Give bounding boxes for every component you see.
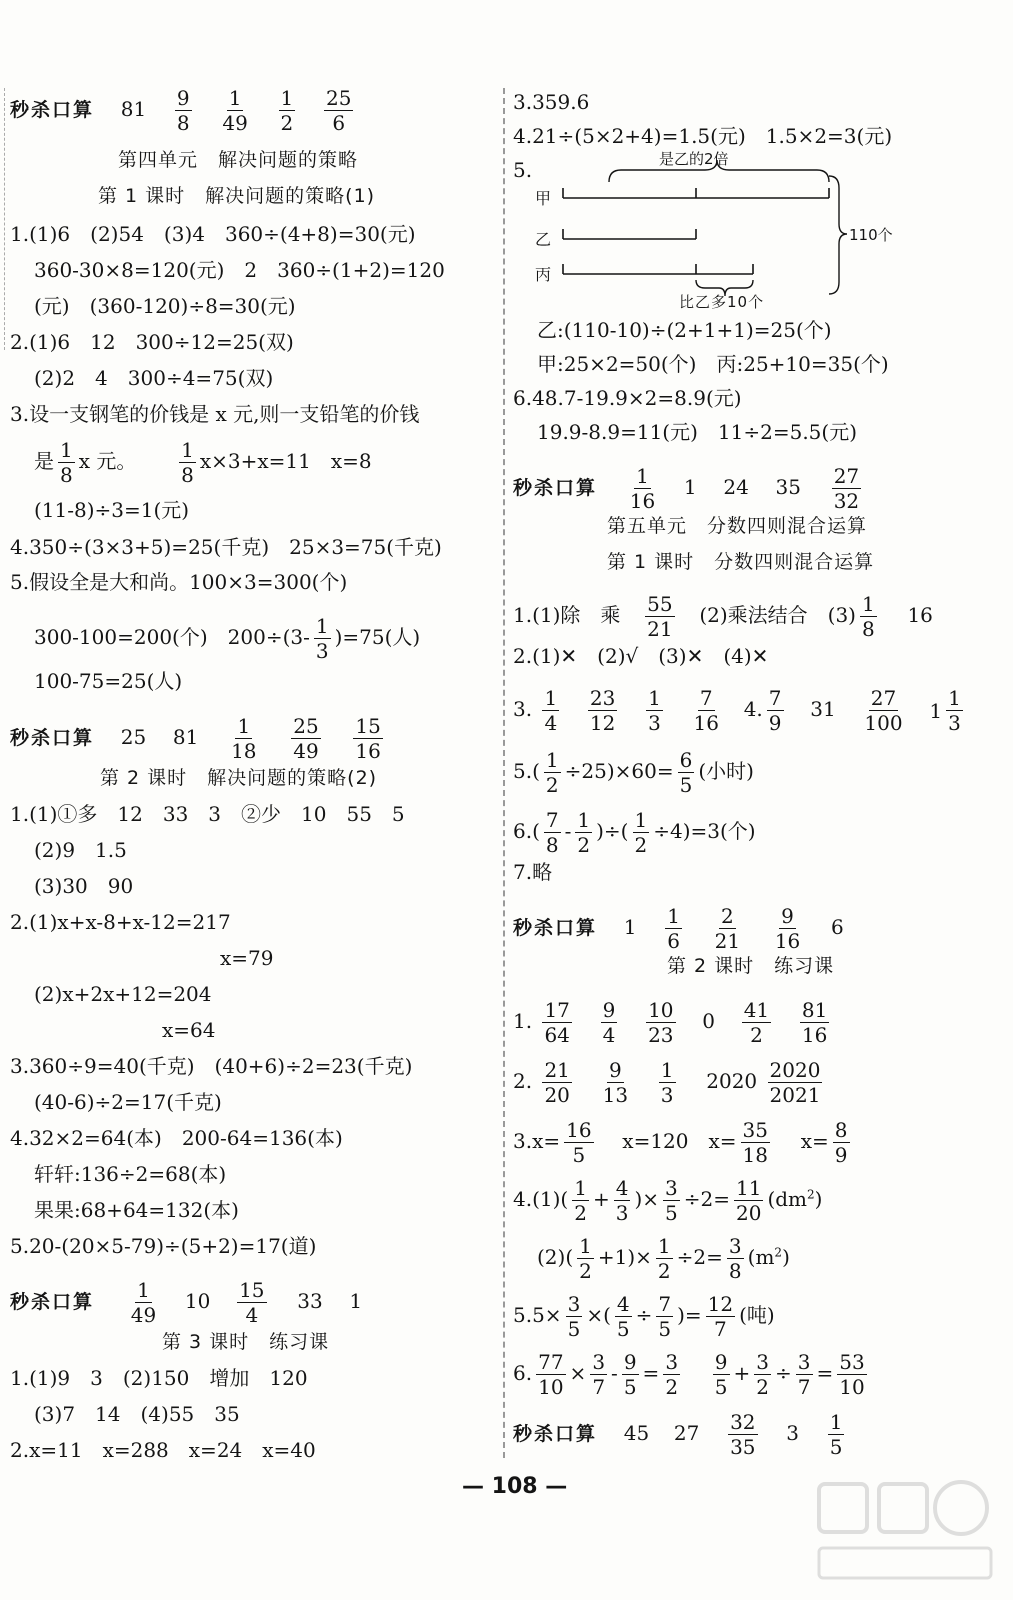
- quick-calc-label: 秒杀口算: [513, 917, 598, 939]
- fraction: $\frac{12}{7}$: [707, 1292, 734, 1341]
- fraction: $\frac{16}{5}$: [566, 1118, 592, 1167]
- line-segment-diagram: [513, 148, 893, 308]
- answer-line: (3)30 90: [34, 874, 134, 898]
- fraction: $\frac{9}{5}$: [714, 1350, 728, 1399]
- answer-line: 5.( $\frac{1}{2}$ ÷25)×60= $\frac{6}{5}$ (小时): [513, 748, 754, 797]
- answer-line: 3.360÷9=40(千克) (40+6)÷2=23(千克): [10, 1054, 413, 1078]
- answer-line: 1. $\frac{17}{64}$ $\frac{9}{4}$ $\frac{10}{23}$ 0 $\frac{41}{2}$ $\frac{81}{16}$: [513, 998, 828, 1047]
- fraction: $\frac{7}{9}$: [768, 686, 782, 735]
- fraction: $\frac{1}{3}$: [660, 1058, 674, 1107]
- fraction: $\frac{4}{3}$: [615, 1176, 629, 1225]
- fraction: $\frac{32}{35}$: [730, 1410, 756, 1459]
- answer-line: 6. $\frac{77}{10}$ × $\frac{3}{7}$ - $\frac{9}{5}$ = $\frac{3}{2}$ $\frac{9}{5}$ + $\frac{3}{2}$ ÷ $\frac{3}{7}$ = $\frac{53}{10}$: [513, 1350, 865, 1399]
- fraction: $\frac{1}{2}$: [657, 1234, 671, 1283]
- lesson-1-title: 第 1 课时 解决问题的策略(1): [98, 185, 376, 207]
- unit-5-lesson-1-title: 第 1 课时 分数四则混合运算: [607, 551, 875, 573]
- unit-5-lesson-2-title: 第 2 课时 练习课: [667, 955, 835, 977]
- column-divider: [503, 88, 505, 1458]
- answer-line: 乙:(110-10)÷(2+1+1)=25(个): [537, 318, 832, 342]
- fraction: $\frac{1}{8}$: [861, 592, 875, 641]
- fraction: $\frac{1}{8}$: [181, 438, 194, 487]
- answer-line: 6.( $\frac{7}{8}$ - $\frac{1}{2}$ )÷( $\frac{1}{2}$ ÷4)=3(个): [513, 808, 756, 857]
- unit-4-title: 第四单元 解决问题的策略: [118, 149, 359, 171]
- answer-line: 3.x= $\frac{16}{5}$ x=120 x= $\frac{35}{18}$ x= $\frac{8}{9}$: [513, 1118, 848, 1167]
- quick-calc-label: 秒杀口算: [513, 1423, 598, 1445]
- answer-line: 100-75=25(人): [34, 669, 183, 693]
- quick-calc-label: 秒杀口算: [513, 477, 598, 499]
- fraction: $\frac{3}{5}$: [665, 1176, 678, 1225]
- fraction: $\frac{1}{49}$: [130, 1278, 157, 1327]
- answer-line: 4.(1)( $\frac{1}{2}$ + $\frac{4}{3}$ )× $\frac{3}{5}$ ÷2= $\frac{11}{20}$ $(dm^2)$: [513, 1176, 823, 1225]
- lesson-2-title: 第 2 课时 解决问题的策略(2): [100, 767, 378, 789]
- answer-line: (40-6)÷2=17(千克): [34, 1090, 222, 1114]
- fraction: $\frac{15}{4}$: [239, 1278, 265, 1327]
- answer-line: 4.21÷(5×2+4)=1.5(元) 1.5×2=3(元): [513, 124, 893, 148]
- answer-line: x=79: [220, 946, 274, 970]
- fraction: $\frac{9}{5}$: [623, 1350, 637, 1399]
- answer-line: 360-30×8=120(元) 2 360÷(1+2)=120: [34, 258, 445, 282]
- fraction: $\frac{81}{16}$: [801, 998, 828, 1047]
- fraction: $\frac{1}{8}$: [60, 438, 73, 487]
- answer-line: 1.(1)9 3 (2)150 增加 120: [10, 1366, 308, 1390]
- fraction: $\frac{1}{2}$: [280, 86, 294, 135]
- quick-calc-3: 秒杀口算 $\frac{1}{49}$ 10 $\frac{15}{4}$ 33 1: [10, 1278, 363, 1327]
- answer-line: 5.5× $\frac{3}{5}$ ×( $\frac{4}{5}$ ÷ $\frac{7}{5}$ )= $\frac{12}{7}$ (吨): [513, 1292, 775, 1341]
- answer-line: 2.(1)✕ (2)√ (3)✕ (4)✕: [513, 644, 769, 668]
- answer-line: 5.20-(20×5-79)÷(5+2)=17(道): [10, 1234, 317, 1258]
- diagram-label-bing: 丙: [535, 265, 552, 284]
- fraction: $\frac{53}{10}$: [839, 1350, 865, 1399]
- answer-line: 2.(1)6 12 300÷12=25(双): [10, 330, 294, 354]
- watermark-logo-icon: [815, 1478, 995, 1588]
- fraction: $\frac{2020}{2021}$: [769, 1058, 821, 1107]
- quick-calc-2: 秒杀口算 25 81 $\frac{1}{18}$ $\frac{25}{49}$ $\frac{15}{16}$: [10, 714, 381, 763]
- fraction: $\frac{7}{8}$: [545, 808, 559, 857]
- fraction: $\frac{3}{8}$: [728, 1234, 742, 1283]
- fraction: $\frac{3}{2}$: [665, 1350, 679, 1399]
- answer-line: 5.: [513, 158, 533, 182]
- fraction: $\frac{7}{5}$: [658, 1292, 672, 1341]
- fraction: $\frac{8}{9}$: [834, 1118, 848, 1167]
- fraction: $\frac{27}{32}$: [833, 464, 860, 513]
- fraction: $\frac{10}{23}$: [648, 998, 674, 1047]
- mixed-number: 1 $\frac{1}{3}$: [929, 686, 961, 735]
- diagram-total-label: 110个: [849, 226, 893, 244]
- answer-line: 3.设一支钢笔的价钱是 x 元,则一支铅笔的价钱: [10, 402, 420, 426]
- fraction: $\frac{4}{5}$: [616, 1292, 630, 1341]
- fraction: $\frac{1}{5}$: [829, 1410, 843, 1459]
- answer-line: 3. $\frac{1}{4}$ $\frac{23}{12}$ $\frac{1}{3}$ $\frac{7}{16}$ 4. $\frac{7}{9}$ 31 $\frac{27}{100}$ 1 $\frac{1}{3}$: [513, 688, 967, 733]
- quick-calc-label: 秒杀口算: [10, 727, 95, 749]
- quick-calc-6: 秒杀口算 45 27 $\frac{32}{35}$ 3 $\frac{1}{5}$: [513, 1410, 843, 1459]
- diagram-top-label: 是乙的2倍: [659, 150, 729, 168]
- fraction: $\frac{25}{49}$: [293, 714, 319, 763]
- fraction: $\frac{15}{16}$: [355, 714, 381, 763]
- answer-line: 4.32×2=64(本) 200-64=136(本): [10, 1126, 343, 1150]
- answer-line: 1.(1)6 (2)54 (3)4 360÷(4+8)=30(元): [10, 222, 416, 246]
- fraction: $\frac{1}{16}$: [629, 464, 656, 513]
- fraction: $\frac{77}{10}$: [538, 1350, 564, 1399]
- quick-calc-1: [10, 88, 357, 133]
- quick-calc-label: 秒杀口算: [10, 99, 95, 121]
- answer-line: (元) (360-120)÷8=30(元): [34, 294, 296, 318]
- answer-line: 果果:68+64=132(本): [34, 1198, 239, 1222]
- fraction: $\frac{1}{49}$: [222, 86, 248, 135]
- answer-line: (2)( $\frac{1}{2}$ +1)× $\frac{1}{2}$ ÷2= $\frac{3}{8}$ $(m^2)$: [537, 1234, 790, 1283]
- fraction: $\frac{1}{18}$: [231, 714, 257, 763]
- diagram-bottom-label: 比乙多10个: [679, 293, 765, 311]
- answer-line: 1.(1)①多 12 33 3 ②少 10 55 5: [10, 802, 405, 826]
- answer-line: 2.x=11 x=288 x=24 x=40: [10, 1438, 316, 1462]
- fraction: $\frac{1}{2}$: [577, 808, 591, 857]
- answer-line: 5.假设全是大和尚。100×3=300(个): [10, 570, 348, 594]
- fraction: $\frac{35}{18}$: [742, 1118, 768, 1167]
- answer-line: (2)x+2x+12=204: [34, 982, 212, 1006]
- lesson-3-title: 第 3 课时 练习课: [162, 1331, 330, 1353]
- answer-line: 7.略: [513, 860, 553, 884]
- answer-line: 300-100=200(个) 200÷(3- $\frac{1}{3}$ )=75(人): [34, 614, 421, 663]
- fraction: $\frac{21}{20}$: [544, 1058, 570, 1107]
- answer-line: 2. $\frac{21}{20}$ $\frac{9}{13}$ $\frac{1}{3}$ 2020 $\frac{2020}{2021}$: [513, 1058, 821, 1107]
- fraction: $\frac{23}{12}$: [589, 686, 616, 735]
- fraction: $\frac{3}{2}$: [756, 1350, 769, 1399]
- left-margin-mark: [4, 88, 5, 350]
- fraction: $\frac{1}{2}$: [574, 1176, 587, 1225]
- fraction: $\frac{55}{21}$: [647, 592, 673, 641]
- fraction: $\frac{41}{2}$: [743, 998, 770, 1047]
- fraction: $\frac{1}{2}$: [579, 1234, 592, 1283]
- answer-line: (3)7 14 (4)55 35: [34, 1402, 240, 1426]
- right-brace: [829, 176, 847, 294]
- fraction: $\frac{1}{2}$: [634, 808, 648, 857]
- diagram-label-yi: 乙: [535, 230, 552, 249]
- fraction: $\frac{3}{7}$: [592, 1350, 606, 1399]
- answer-line: (11-8)÷3=1(元): [34, 498, 190, 522]
- answer-line: 19.9-8.9=11(元) 11÷2=5.5(元): [537, 420, 858, 444]
- fraction: $\frac{9}{13}$: [602, 1058, 629, 1107]
- answer-line: 轩轩:136÷2=68(本): [34, 1162, 227, 1186]
- fraction: $\frac{9}{8}$: [176, 86, 190, 135]
- answer-line: 3.359.6: [513, 90, 590, 114]
- quick-calc-label: 秒杀口算: [10, 1291, 95, 1313]
- unit-5-title: 第五单元 分数四则混合运算: [607, 515, 868, 537]
- fraction: $\frac{1}{3}$: [315, 614, 329, 663]
- diagram-label-jia: 甲: [535, 189, 552, 208]
- fraction: $\frac{9}{16}$: [774, 904, 801, 953]
- fraction: $\frac{7}{16}$: [693, 686, 719, 735]
- answer-line: 4.350÷(3×3+5)=25(千克) 25×3=75(千克): [10, 535, 442, 559]
- answer-line: (2)9 1.5: [34, 838, 127, 862]
- fraction: $\frac{25}{6}$: [325, 86, 352, 135]
- answer-line: 1.(1)除 乘 $\frac{55}{21}$ (2)乘法结合 (3) $\frac{1}{8}$ 16: [513, 592, 933, 641]
- fraction: $\frac{3}{7}$: [797, 1350, 811, 1399]
- quick-calc-5: 秒杀口算 1 $\frac{1}{6}$ $\frac{2}{21}$ $\frac{9}{16}$ 6: [513, 904, 844, 953]
- fraction: $\frac{1}{4}$: [544, 686, 558, 735]
- answer-line: 甲:25×2=50(个) 丙:25+10=35(个): [537, 352, 889, 376]
- answer-line: 2.(1)x+x-8+x-12=217: [10, 910, 231, 934]
- fraction: $\frac{27}{100}$: [864, 686, 903, 735]
- fraction: $\frac{1}{3}$: [648, 686, 661, 735]
- fraction: $\frac{3}{5}$: [567, 1292, 581, 1341]
- answer-line: x=64: [162, 1018, 216, 1042]
- fraction: $\frac{1}{6}$: [667, 904, 680, 953]
- fraction: $\frac{1}{2}$: [545, 748, 559, 797]
- fraction: $\frac{11}{20}$: [736, 1176, 762, 1225]
- quick-calc-4: 秒杀口算 $\frac{1}{16}$ 1 24 35 $\frac{27}{32}$: [513, 464, 860, 513]
- value: 81: [120, 97, 147, 121]
- answer-line: 是 $\frac{1}{8}$ x 元。 $\frac{1}{8}$ x×3+x=11 x=8: [34, 438, 372, 487]
- fraction: $\frac{9}{4}$: [602, 998, 616, 1047]
- fraction: $\frac{6}{5}$: [679, 748, 693, 797]
- answer-line: (2)2 4 300÷4=75(双): [34, 366, 274, 390]
- fraction: $\frac{2}{21}$: [714, 904, 741, 953]
- fraction: $\frac{17}{64}$: [544, 998, 570, 1047]
- page-number: — 108 —: [462, 1474, 568, 1499]
- answer-line: 6.48.7-19.9×2=8.9(元): [513, 386, 742, 410]
